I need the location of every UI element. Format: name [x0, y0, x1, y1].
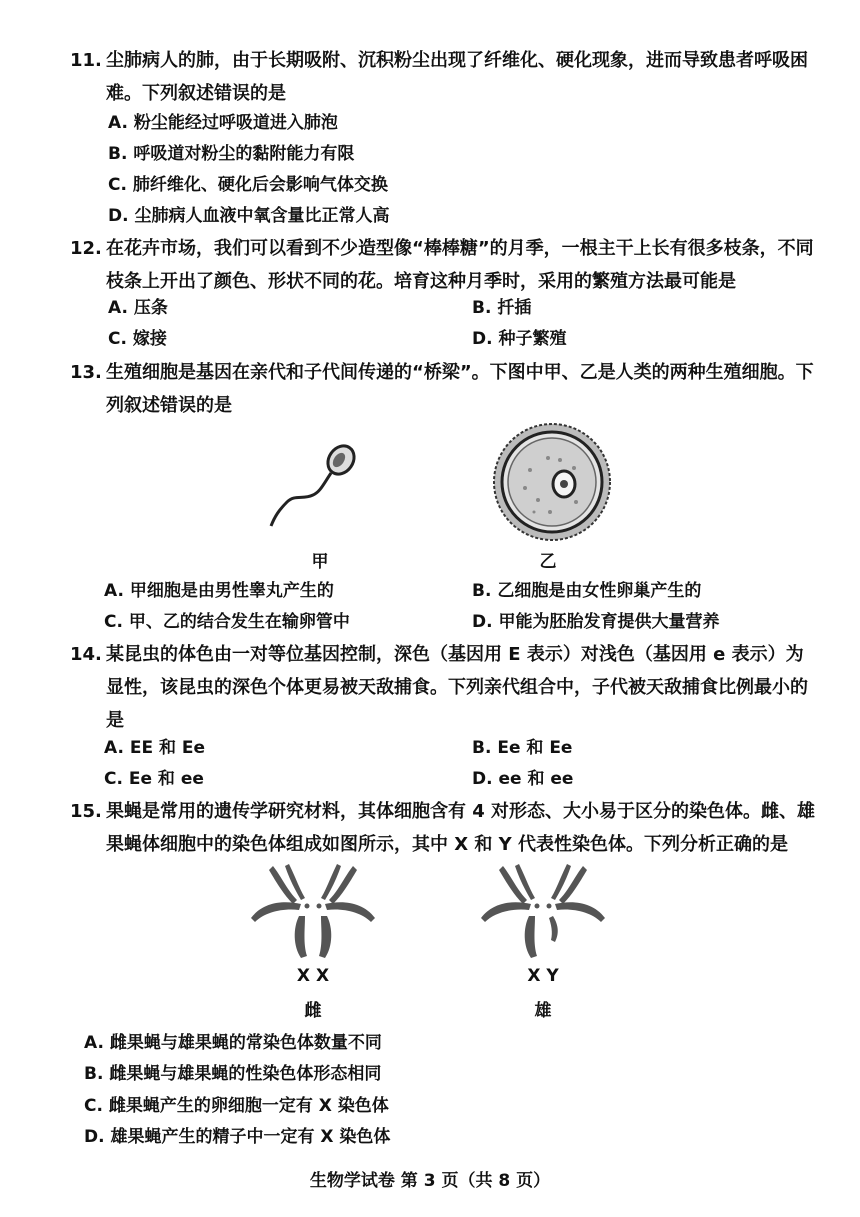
- question-number: 15.: [70, 801, 102, 822]
- question-number: 14.: [70, 644, 102, 665]
- question-number: 13.: [70, 362, 102, 383]
- male-sex-chromosomes: X Y: [527, 966, 559, 986]
- female-chromosome-diagram: [243, 862, 383, 962]
- question-stem: 在花卉市场，我们可以看到不少造型像“棒棒糖”的月季，一根主干上长有很多枝条，不同枝条上开出了颜色、形状不同的花。培育这种月季时，采用的繁殖方法最可能是: [106, 238, 814, 292]
- option-d[interactable]: D. 种子繁殖: [472, 329, 567, 349]
- question-stem: 生殖细胞是基因在亲代和子代间传递的“桥梁”。下图中甲、乙是人类的两种生殖细胞。下列叙述错误的是: [106, 362, 814, 416]
- question-13: [70, 356, 820, 422]
- question-number: 12.: [70, 238, 102, 259]
- male-chromosome-diagram: [473, 862, 613, 962]
- option-b[interactable]: B. Ee 和 Ee: [472, 738, 573, 758]
- question-number: 11.: [70, 50, 102, 71]
- option-d[interactable]: D. ee 和 ee: [472, 769, 574, 789]
- option-a[interactable]: A. EE 和 Ee: [104, 738, 206, 758]
- option-a[interactable]: A. 压条: [108, 298, 168, 318]
- label-jia: 甲: [311, 552, 329, 572]
- option-c[interactable]: C. 雌果蝇产生的卵细胞一定有 X 染色体: [84, 1096, 389, 1116]
- option-b[interactable]: B. 乙细胞是由女性卵巢产生的: [472, 581, 702, 601]
- question-15: [70, 795, 820, 861]
- female-sex-chromosomes: X X: [296, 966, 330, 986]
- label-yi: 乙: [539, 552, 557, 572]
- sperm-cell-illustration: [265, 440, 365, 530]
- option-a[interactable]: A. 粉尘能经过呼吸道进入肺泡: [108, 113, 338, 133]
- option-b[interactable]: B. 呼吸道对粉尘的黏附能力有限: [108, 144, 355, 164]
- option-d[interactable]: D. 雄果蝇产生的精子中一定有 X 染色体: [84, 1127, 391, 1147]
- question-12: [70, 232, 820, 298]
- female-label: 雌: [304, 1001, 322, 1021]
- question-11: [70, 44, 820, 110]
- egg-cell-illustration: [490, 420, 614, 544]
- question-stem: 某昆虫的体色由一对等位基因控制，深色（基因用 E 表示）对浅色（基因用 e 表示）为显性，该昆虫的深色个体更易被天敌捕食。下列亲代组合中，子代被天敌捕食比例最小的是: [106, 644, 808, 731]
- page-footer: 生物学试卷 第 3 页（共 8 页）: [309, 1171, 551, 1191]
- option-a[interactable]: A. 甲细胞是由男性睾丸产生的: [104, 581, 334, 601]
- option-d[interactable]: D. 尘肺病人血液中氧含量比正常人高: [108, 206, 390, 226]
- option-c[interactable]: C. 肺纤维化、硬化后会影响气体交换: [108, 175, 388, 195]
- question-stem: 尘肺病人的肺，由于长期吸附、沉积粉尘出现了纤维化、硬化现象，进而导致患者呼吸困难。下列叙述错误的是: [106, 50, 808, 104]
- option-c[interactable]: C. Ee 和 ee: [104, 769, 204, 789]
- option-b[interactable]: B. 扦插: [472, 298, 532, 318]
- option-b[interactable]: B. 雌果蝇与雄果蝇的性染色体形态相同: [84, 1064, 382, 1084]
- question-stem: 果蝇是常用的遗传学研究材料，其体细胞含有 4 对形态、大小易于区分的染色体。雌、雄果蝇体细胞中的染色体组成如图所示，其中 X 和 Y 代表性染色体。下列分析正确的是: [106, 801, 816, 855]
- option-a[interactable]: A. 雌果蝇与雄果蝇的常染色体数量不同: [84, 1033, 382, 1053]
- option-c[interactable]: C. 甲、乙的结合发生在输卵管中: [104, 612, 350, 632]
- option-d[interactable]: D. 甲能为胚胎发育提供大量营养: [472, 612, 720, 632]
- male-label: 雄: [534, 1001, 552, 1021]
- option-c[interactable]: C. 嫁接: [108, 329, 167, 349]
- question-14: [70, 638, 820, 737]
